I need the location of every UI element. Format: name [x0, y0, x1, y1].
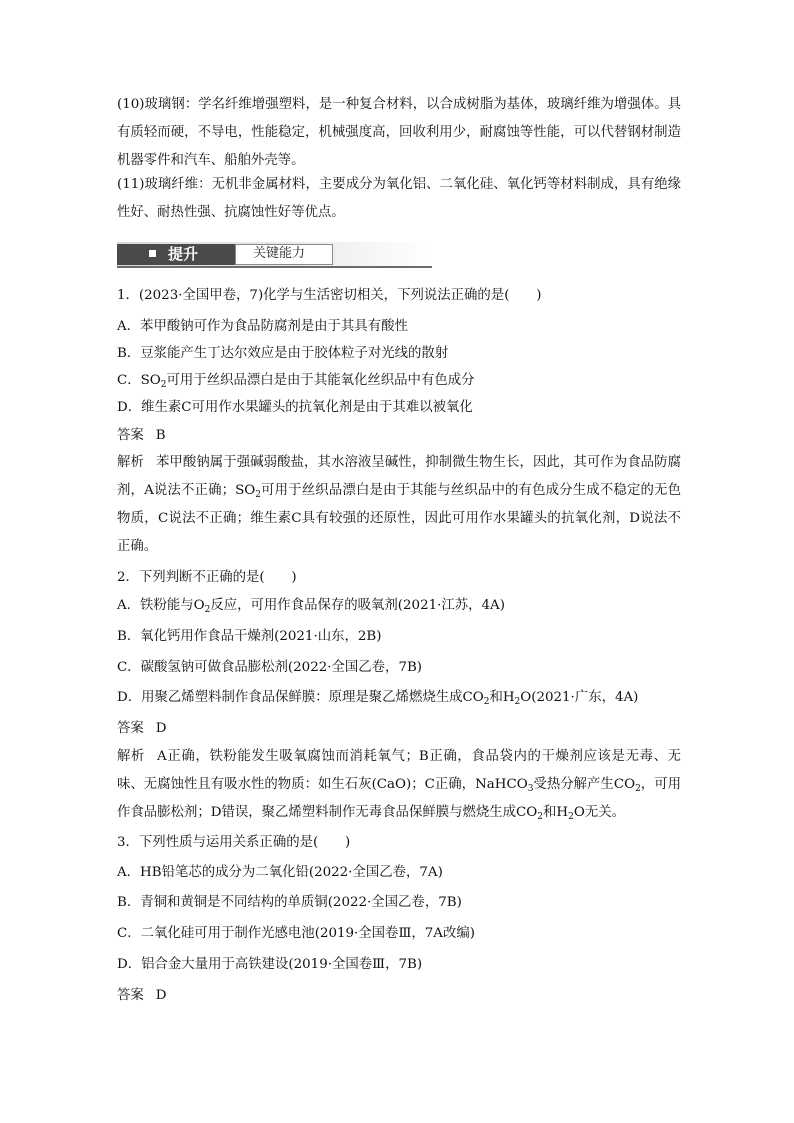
answer-label: 答案 [117, 428, 144, 443]
option-text: O(2021·广东，4A) [520, 690, 639, 705]
analysis-text: O无关。 [573, 805, 625, 820]
question-2-answer [117, 720, 167, 738]
analysis-text: 苯甲酸钠属于强碱弱酸盐，其水溶液呈碱性，抑制微生物生长，因此，其可作为食品防腐剂，A说法不正确；SO [117, 455, 682, 498]
question-1-analysis [117, 449, 681, 561]
analysis-label: 解析 [117, 749, 146, 764]
analysis-text: ，可用作食品膨松剂；D错误，聚乙烯塑料制作无毒食品保鲜膜与燃烧生成CO [117, 777, 681, 820]
question-3-option-c: C．二氧化硅可用于制作光感电池(2019·全国卷Ⅲ，7A改编) [117, 926, 475, 941]
question-2-option-c: C．碳酸氢钠可做食品膨松剂(2022·全国乙卷，7B) [117, 660, 423, 675]
question-1-option-d: D．维生素C可用作水果罐头的抗氧化剂是由于其难以被氧化 [117, 400, 473, 415]
analysis-label: 解析 [117, 455, 144, 470]
subscript: 2 [483, 697, 490, 707]
subscript: 2 [160, 380, 167, 390]
answer-label: 答案 [117, 988, 144, 1003]
question-2-analysis [117, 743, 681, 827]
subscript: 2 [537, 812, 544, 822]
banner-underline [117, 266, 432, 268]
question-1-option-b: B．豆浆能产生丁达尔效应是由于胶体粒子对光线的散射 [117, 346, 449, 361]
analysis-text: A正确，铁粉能发生吸氧腐蚀而消耗氧气；B正确，食品袋内的干燥剂应该是无毒、无味、无腐蚀性且有吸水性的物质：如生石灰(CaO)；C正确，NaHCO [117, 749, 681, 792]
paragraph-glass-fiber-reinforced-plastic [117, 91, 681, 175]
paragraph-text: (11)玻璃纤维：无机非金属材料，主要成分为氧化铝、二氧化硅、氧化钙等材料制成，具有绝缘性好、耐热性强、抗腐蚀性好等优点。 [117, 177, 681, 220]
question-3-option-b: B．青铜和黄铜是不同结构的单质铜(2022·全国乙卷，7B) [117, 895, 462, 910]
answer-label: 答案 [117, 721, 144, 736]
question-1-option-c [117, 372, 475, 390]
question-3-answer [117, 987, 167, 1005]
question-3-stem: 3．下列性质与运用关系正确的是( ) [117, 835, 351, 850]
answer-value: D [155, 988, 167, 1003]
question-2-option-a [117, 597, 505, 615]
option-text: 可用于丝织品漂白是由于其能氧化丝织品中有色成分 [166, 373, 475, 388]
analysis-text: 和H [543, 805, 569, 820]
section-title: 提升 [168, 245, 199, 263]
option-text: 反应，可用作食品保存的吸氧剂(2021·江苏，4A) [210, 598, 505, 613]
section-subtitle: 关键能力 [253, 246, 306, 261]
question-1-option-a: A．苯甲酸钠可作为食品防腐剂是由于其具有酸性 [117, 319, 408, 334]
question-1-answer [117, 427, 166, 445]
option-text: 和H [489, 690, 515, 705]
option-text: A．铁粉能与O [117, 598, 205, 613]
question-3-option-a: A．HB铅笔芯的成分为二氧化铅(2022·全国乙卷，7A) [117, 865, 443, 880]
option-text: C．SO [117, 373, 161, 388]
analysis-text: 可用于丝织品漂白是由于其能与丝织品中的有色成分生成不稳定的无色物质，C说法不正确；维生素C具有较强的还原性，因此可用作水果罐头的抗氧化剂，D说法不正确。 [117, 483, 681, 554]
question-1-stem: 1．(2023·全国甲卷，7)化学与生活密切相关，下列说法正确的是( ) [117, 288, 542, 303]
paragraph-glass-fiber [117, 171, 681, 227]
question-2-option-d [117, 689, 638, 707]
square-bullet-icon [149, 250, 156, 257]
subscript: 3 [527, 784, 534, 794]
option-text: D．用聚乙烯塑料制作食品保鲜膜：原理是聚乙烯燃烧生成CO [117, 690, 484, 705]
analysis-text: 受热分解产生CO [533, 777, 636, 792]
question-2-option-b: B．氧化钙用作食品干燥剂(2021·山东，2B) [117, 629, 382, 644]
paragraph-text: (10)玻璃钢：学名纤维增强塑料，是一种复合材料，以合成树脂为基体，玻璃纤维为增强体。具有质轻而硬，不导电，性能稳定，机械强度高，回收利用少，耐腐蚀等性能，可以代替钢材制造机器零件和汽车、船舶外壳等。 [117, 97, 681, 168]
subscript: 2 [514, 697, 521, 707]
subscript: 2 [255, 490, 261, 500]
answer-value: B [155, 428, 166, 443]
question-3-option-d: D．铝合金大量用于高铁建设(2019·全国卷Ⅲ，7B) [117, 957, 423, 972]
section-banner [117, 242, 432, 268]
subscript: 2 [568, 812, 574, 822]
subscript: 2 [204, 605, 211, 615]
subscript: 2 [635, 784, 641, 794]
question-2-stem: 2．下列判断不正确的是( ) [117, 570, 297, 585]
answer-value: D [155, 721, 167, 736]
